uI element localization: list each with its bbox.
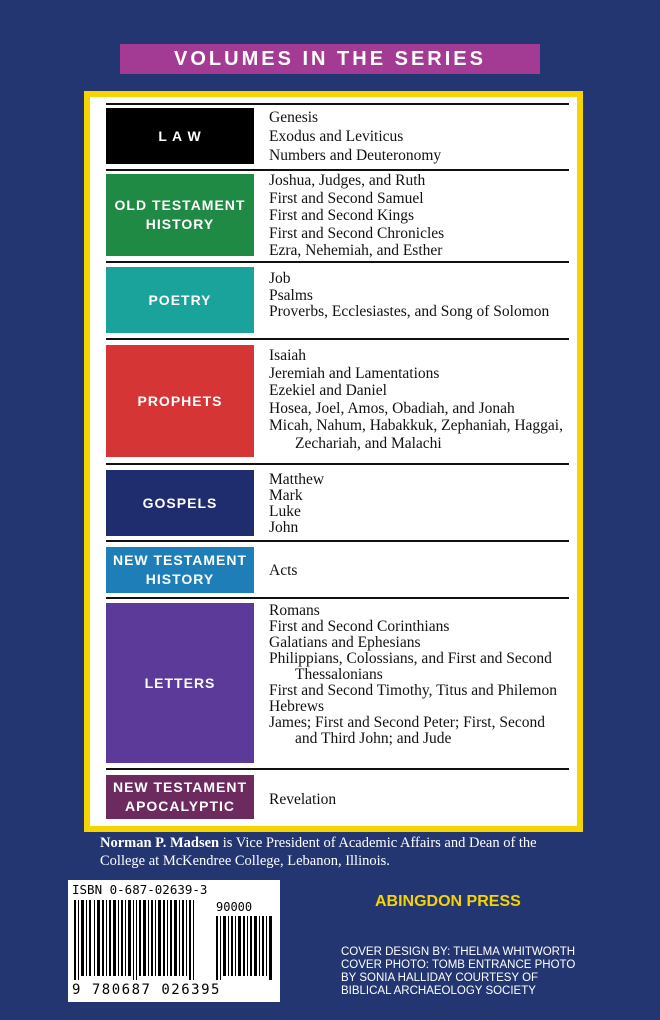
category-letters (106, 603, 254, 763)
rule (106, 540, 569, 542)
price-code: 90000 (216, 900, 253, 914)
category-poetry (106, 267, 254, 333)
rule (106, 169, 569, 171)
book-title: Genesis (269, 109, 319, 126)
credit-line: BY SONIA HALLIDAY COURTESY OF (341, 972, 539, 984)
credit-line: COVER PHOTO: TOMB ENTRANCE PHOTO (341, 959, 576, 971)
category-label: POETRY (148, 291, 212, 308)
category-old-testament-history (106, 174, 254, 256)
rule (106, 768, 569, 770)
book-title: Exodus and Leviticus (269, 128, 404, 145)
rule (106, 261, 569, 263)
credit-line: BIBLICAL ARCHAEOLOGY SOCIETY (341, 985, 536, 997)
category-label: L A W (158, 127, 202, 144)
credit-line: COVER DESIGN BY: THELMA WHITWORTH (341, 946, 576, 958)
barcode (68, 880, 280, 1002)
category-prophets (106, 345, 254, 457)
book-title: Hosea, Joel, Amos, Obadiah, and Jonah (269, 399, 515, 417)
book-title: Ezekiel and Daniel (269, 382, 387, 399)
category-law (106, 108, 254, 164)
rule (106, 103, 569, 105)
book-title: Acts (269, 562, 298, 579)
rule (106, 338, 569, 340)
ean-number: 9 780687 026395 (72, 982, 221, 998)
books-law (269, 108, 569, 165)
category-label: OLD TESTAMENT HISTORY (114, 197, 246, 232)
author-bio (100, 834, 570, 870)
category-new-testament-apocalyptic (106, 775, 254, 819)
book-title: Ezra, Nehemiah, and Esther (269, 242, 443, 259)
book-title: First and Second Corinthians (269, 618, 450, 635)
book-title: Revelation (269, 791, 337, 808)
publisher-name: ABINGDON PRESS (375, 893, 521, 910)
volumes-panel (84, 91, 583, 832)
category-label: PROPHETS (137, 392, 223, 409)
category-label: NEW TESTAMENT APOCALYPTIC (112, 779, 248, 814)
book-title: Jeremiah and Lamentations (269, 364, 440, 382)
book-title: First and Second Samuel (269, 189, 424, 207)
book-title: Matthew (269, 471, 325, 488)
category-new-testament-history (106, 547, 254, 593)
book-title: Mark (269, 487, 303, 504)
book-title: Galatians and Ephesians (269, 634, 421, 651)
series-banner: VOLUMES IN THE SERIES (120, 44, 540, 74)
book-title: First and Second Timothy, Titus and Philemon (269, 682, 557, 699)
category-label: LETTERS (144, 674, 216, 691)
book-title: Psalms (269, 286, 313, 304)
book-title: Numbers and Deuteronomy (269, 147, 442, 164)
isbn-number: ISBN 0-687-02639-3 (72, 882, 208, 897)
books-prophets (269, 347, 569, 452)
rule (106, 597, 569, 599)
book-title: First and Second Kings (269, 207, 415, 224)
books-old-testament-history (269, 172, 569, 260)
rule (106, 463, 569, 465)
books-letters (269, 603, 569, 747)
books-new-testament-apocalyptic (269, 791, 569, 809)
category-label: GOSPELS (142, 494, 218, 511)
book-title: Romans (269, 602, 320, 619)
book-title: Proverbs, Ecclesiastes, and Song of Solomon (269, 303, 550, 320)
author-name: Norman P. Madsen (100, 835, 220, 851)
book-title: Isaiah (269, 347, 307, 364)
books-poetry (269, 271, 569, 321)
author-description: is Vice President of Academic Affairs and Dean of the College at McKendree College, Lebanon, Illinois. (100, 835, 537, 869)
category-gospels (106, 470, 254, 536)
book-title: James; First and Second Peter; First, Second and Third John; and Jude (269, 714, 545, 747)
book-title: Job (269, 270, 291, 287)
category-label: NEW TESTAMENT HISTORY (112, 552, 248, 587)
cover-credits (341, 946, 641, 998)
books-gospels (269, 472, 569, 536)
book-title: Micah, Nahum, Habakkuk, Zephaniah, Haggai, Zechariah, and Malachi (269, 417, 563, 452)
book-title: First and Second Chronicles (269, 224, 445, 242)
books-new-testament-history (269, 562, 569, 580)
book-title: John (269, 519, 299, 536)
book-title: Hebrews (269, 698, 325, 715)
book-title: Philippians, Colossians, and First and Second Thessalonians (269, 650, 552, 683)
book-title: Luke (269, 503, 301, 520)
book-title: Joshua, Judges, and Ruth (269, 172, 426, 189)
